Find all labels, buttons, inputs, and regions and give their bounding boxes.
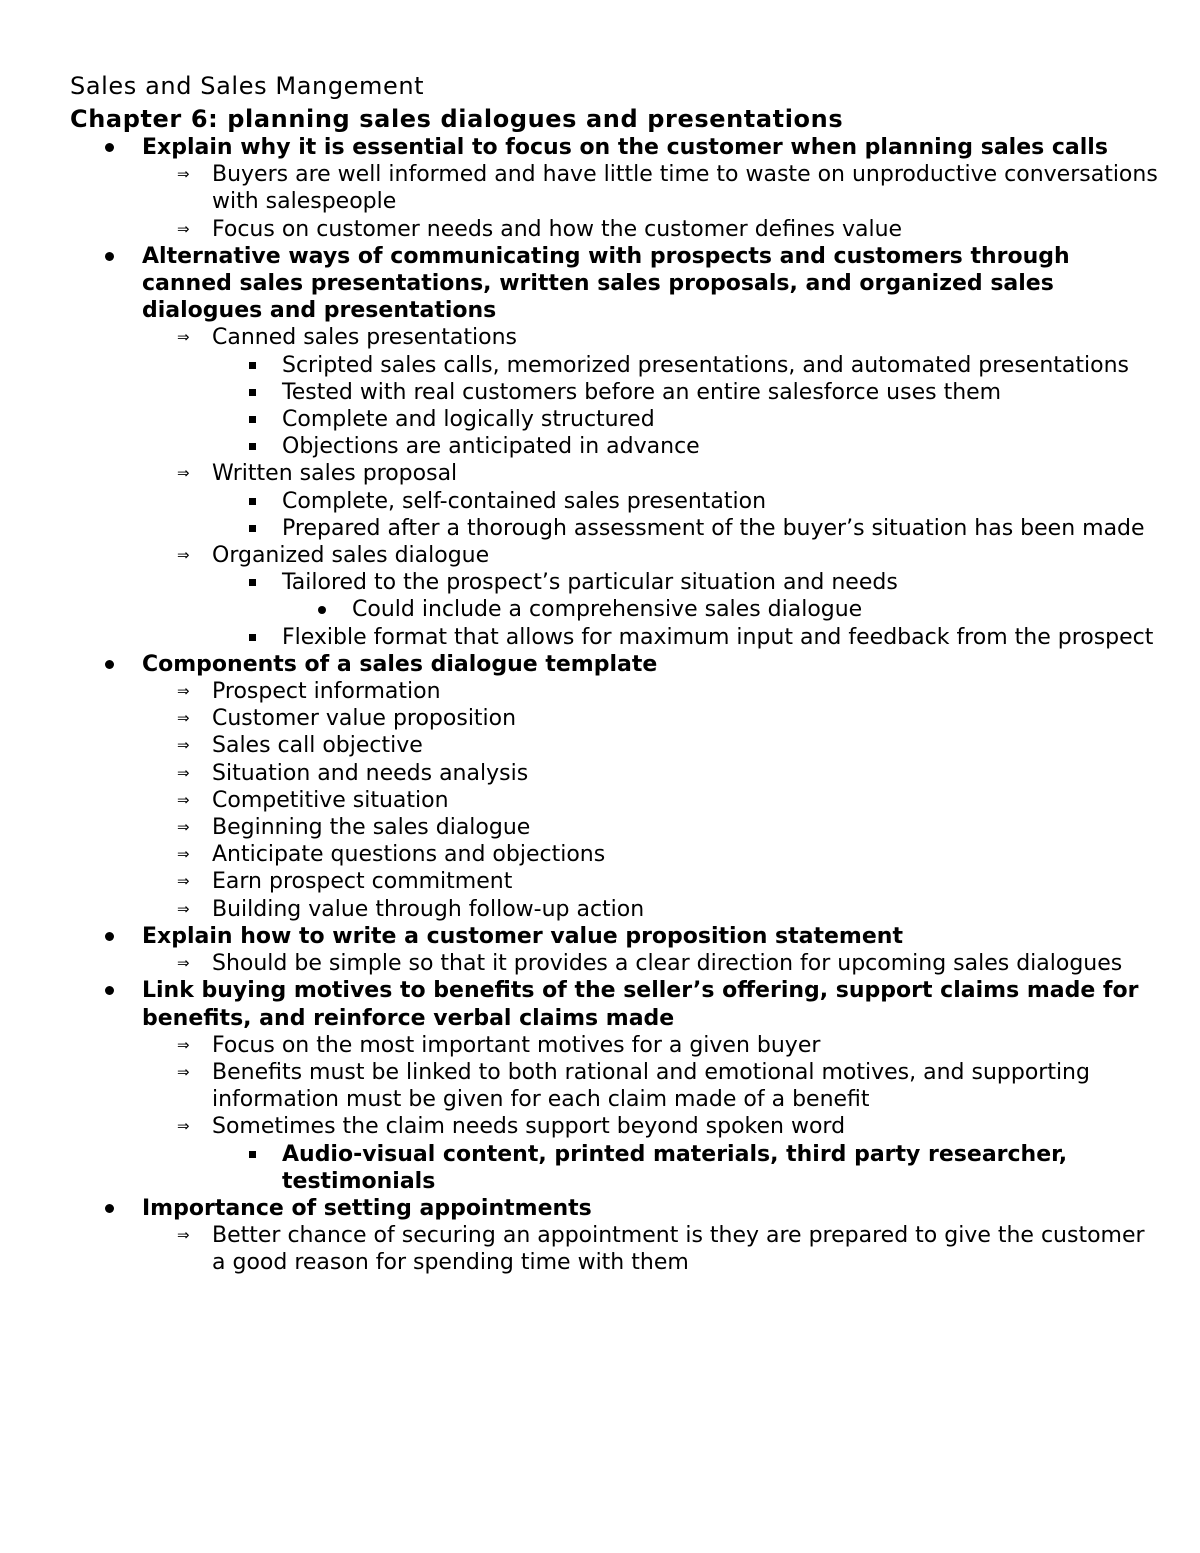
section-heading: Link buying motives to benefits of the seller’s offering, support claims made for benefits, and reinforce verbal claims made ⇒ Focus on the most important motives for a given buyer ⇒ Benefits must be linked to both rational and emotional motives, and supporting information must be given for each claim made of a benefit ⇒ Sometimes the claim needs support beyond spoken word Audio-visual content, printed materials, third party researcher, testimonials [70,977,1160,1195]
list-item: Audio-visual content, printed materials, third party researcher, testimonials [212,1141,1160,1195]
list-item: ⇒ Sales call objective [142,732,1160,759]
list-item: Scripted sales calls, memorized presentations, and automated presentations [212,352,1160,379]
list-item: ⇒ Better chance of securing an appointment is they are prepared to give the customer a good reason for spending time with them [142,1222,1160,1276]
list-item: ⇒ Situation and needs analysis [142,760,1160,787]
section-heading: Alternative ways of communicating with prospects and customers through canned sales presentations, written sales proposals, and organized sales dialogues and presentations ⇒ Canned sales presentations Scripted sales calls, memorized presentations, and automated presentations Tested with real customers before an entire salesforce uses them Complete and logically structured Objections are anticipated in advance ⇒ Written sales proposal Complete, self-contained sales presentation Prepared after a thorough assessment of the buyer’s situation has been made ⇒ Organized sales dialogue Tailored to the prospect’s particular situation and needs Could include a comprehensive sales dialogue Flexible format that allows for maximum input and feedback from the prospect [70,243,1160,651]
section-heading: Components of a sales dialogue template ⇒ Prospect information ⇒ Customer value proposition ⇒ Sales call objective ⇒ Situation and needs analysis ⇒ Competitive situation ⇒ Beginning the sales dialogue ⇒ Anticipate questions and objections ⇒ Earn prospect commitment ⇒ Building value through follow-up action [70,651,1160,923]
chapter-title: Chapter 6: planning sales dialogues and presentations [70,105,844,133]
list-item: ⇒ Beginning the sales dialogue [142,814,1160,841]
document-title: Sales and Sales Mangement [70,72,425,100]
list-item: ⇒ Building value through follow-up action [142,896,1160,923]
section-heading: Explain why it is essential to focus on the customer when planning sales calls ⇒ Buyers are well informed and have little time to waste on unproductive conversations with salespeople ⇒ Focus on customer needs and how the customer defines value [70,134,1160,243]
list-item: ⇒ Anticipate questions and objections [142,841,1160,868]
list-item: ⇒ Canned sales presentations Scripted sales calls, memorized presentations, and automated presentations Tested with real customers before an entire salesforce uses them Complete and logically structured Objections are anticipated in advance [142,324,1160,460]
list-item: Tailored to the prospect’s particular situation and needs Could include a comprehensive sales dialogue [212,569,1160,623]
list-item: ⇒ Focus on customer needs and how the customer defines value [142,216,1160,243]
document-page [70,72,1160,1277]
list-item: ⇒ Prospect information [142,678,1160,705]
list-item: ⇒ Organized sales dialogue Tailored to the prospect’s particular situation and needs Could include a comprehensive sales dialogue Flexible format that allows for maximum input and feedback from the prospect [142,542,1160,651]
list-item: Could include a comprehensive sales dialogue [282,596,1160,623]
list-item: ⇒ Buyers are well informed and have little time to waste on unproductive conversations with salespeople [142,161,1160,215]
list-item: Prepared after a thorough assessment of the buyer’s situation has been made [212,515,1160,542]
list-item: ⇒ Earn prospect commitment [142,868,1160,895]
list-item: Objections are anticipated in advance [212,433,1160,460]
list-item: ⇒ Competitive situation [142,787,1160,814]
section-heading: Explain how to write a customer value proposition statement ⇒ Should be simple so that it provides a clear direction for upcoming sales dialogues [70,923,1160,977]
section-heading: Importance of setting appointments ⇒ Better chance of securing an appointment is they are prepared to give the customer a good reason for spending time with them [70,1195,1160,1277]
list-item: Flexible format that allows for maximum input and feedback from the prospect [212,624,1160,651]
list-item: ⇒ Written sales proposal Complete, self-contained sales presentation Prepared after a thorough assessment of the buyer’s situation has been made [142,460,1160,542]
list-item: ⇒ Customer value proposition [142,705,1160,732]
list-item: Complete, self-contained sales presentation [212,488,1160,515]
list-item: ⇒ Should be simple so that it provides a clear direction for upcoming sales dialogues [142,950,1160,977]
outline-list [70,134,1160,1277]
list-item: ⇒ Focus on the most important motives for a given buyer [142,1032,1160,1059]
list-item: ⇒ Sometimes the claim needs support beyond spoken word Audio-visual content, printed materials, third party researcher, testimonials [142,1113,1160,1195]
list-item: Tested with real customers before an entire salesforce uses them [212,379,1160,406]
list-item: Complete and logically structured [212,406,1160,433]
list-item: ⇒ Benefits must be linked to both rational and emotional motives, and supporting information must be given for each claim made of a benefit [142,1059,1160,1113]
